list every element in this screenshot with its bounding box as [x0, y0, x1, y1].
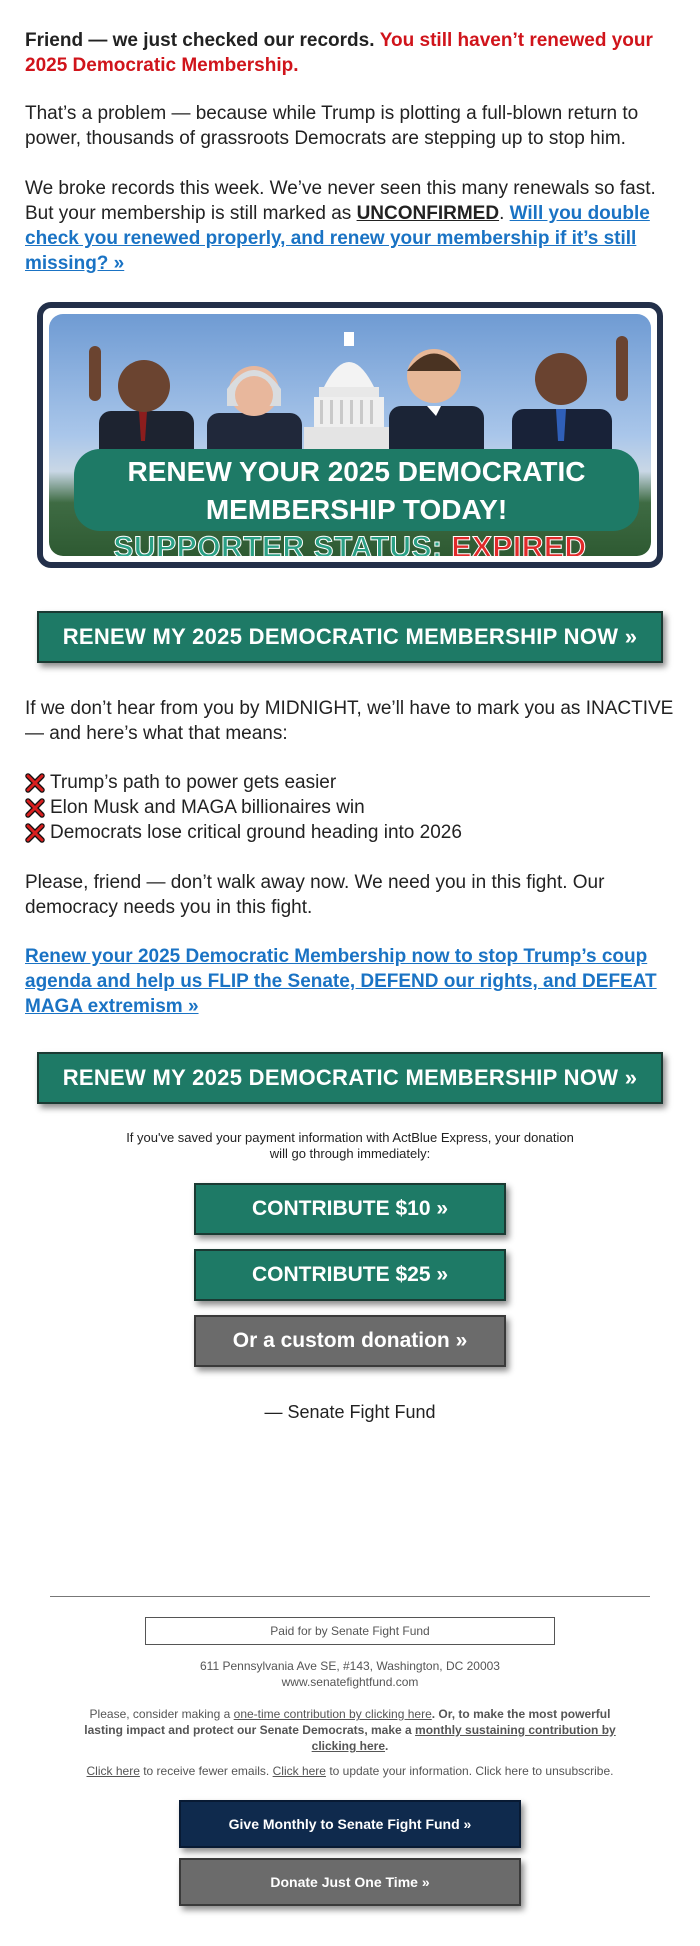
intro-friend: Friend — we just checked our records.	[25, 30, 375, 51]
red-x-icon	[25, 773, 45, 793]
footer-consider	[70, 1706, 630, 1754]
hero-banner[interactable]	[37, 302, 663, 568]
consider-mid: . Or, to make the most powerful lasting impact and protect our Senate Democrats, make a	[84, 1707, 611, 1737]
paragraph-3-lead: We broke records this week. We’ve never seen this many renewals so fast. But your membership is still marked as	[25, 178, 656, 224]
footer-address	[0, 1658, 700, 1690]
double-check-link[interactable]: Will you double check you renewed properly, and renew your membership if it’s still missing? »	[25, 203, 650, 274]
paragraph-6	[25, 944, 675, 1019]
list-item	[25, 770, 675, 795]
red-x-icon	[25, 798, 45, 818]
list-item	[25, 795, 675, 820]
actblue-express-note-line-1: If you've saved your payment information with ActBlue Express, your donation	[126, 1130, 574, 1145]
donate-one-time-button[interactable]: Donate Just One Time »	[179, 1858, 521, 1906]
intro-alert: You still haven’t renewed your 2025 Democratic Membership.	[25, 30, 653, 76]
give-monthly-button[interactable]: Give Monthly to Senate Fight Fund »	[179, 1800, 521, 1848]
fewer-emails-text: to receive fewer emails.	[143, 1764, 270, 1778]
custom-donation-button[interactable]: Or a custom donation »	[194, 1315, 506, 1367]
supporter-status	[49, 531, 651, 556]
person-3-image	[379, 326, 489, 461]
paragraph-3-period: .	[499, 203, 505, 224]
consequence-list	[25, 770, 675, 845]
actblue-express-note	[0, 1130, 700, 1162]
consequence-text: Trump’s path to power gets easier	[50, 772, 337, 793]
red-x-icon	[25, 823, 45, 843]
actblue-express-note-line-2: will go through immediately:	[269, 1146, 431, 1161]
renew-membership-button-2[interactable]: RENEW MY 2025 DEMOCRATIC MEMBERSHIP NOW »	[37, 1052, 663, 1104]
consider-prefix: Please, consider making a	[89, 1707, 231, 1721]
fewer-emails-link[interactable]: Click here	[86, 1764, 140, 1778]
monthly-contribution-link[interactable]: monthly sustaining contribution by clicking here	[311, 1723, 616, 1753]
supporter-status-value: EXPIRED	[451, 531, 587, 556]
status-unconfirmed: UNCONFIRMED	[356, 203, 500, 224]
paid-for-box: Paid for by Senate Fight Fund	[145, 1617, 555, 1645]
renew-stop-coup-link[interactable]: Renew your 2025 Democratic Membership now to stop Trump’s coup agenda and help us FLIP the Senate, DEFEND our rights, and DEFEAT MAGA extremism »	[25, 946, 657, 1017]
signature: — Senate Fight Fund	[264, 1402, 436, 1422]
renew-membership-button-1[interactable]: RENEW MY 2025 DEMOCRATIC MEMBERSHIP NOW »	[37, 611, 663, 663]
intro-paragraph	[25, 28, 675, 78]
consider-end: .	[385, 1739, 389, 1753]
address-line: 611 Pennsylvania Ave SE, #143, Washington, DC 20003	[200, 1659, 500, 1673]
paragraph-4: If we don’t hear from you by MIDNIGHT, we’ll have to mark you as INACTIVE — and here’s what that means:	[25, 698, 674, 744]
update-info-text: to update your information. Click here to unsubscribe.	[329, 1764, 614, 1778]
contribute-25-button[interactable]: CONTRIBUTE $25 »	[194, 1249, 506, 1301]
update-info-link[interactable]: Click here	[272, 1764, 326, 1778]
contribute-10-button[interactable]: CONTRIBUTE $10 »	[194, 1183, 506, 1235]
list-item	[25, 820, 675, 845]
person-4-image	[504, 331, 634, 461]
person-2-image	[199, 351, 309, 461]
consequence-text: Democrats lose critical ground heading into 2026	[50, 822, 462, 843]
person-1-image	[89, 341, 199, 461]
footer-divider	[50, 1596, 650, 1597]
paragraph-5: Please, friend — don’t walk away now. We need you in this fight. Our democracy needs you in this fight.	[25, 872, 605, 918]
website-line: www.senatefightfund.com	[281, 1675, 419, 1689]
one-time-contribution-link[interactable]: one-time contribution by clicking here	[233, 1707, 432, 1721]
paragraph-3	[25, 176, 675, 276]
hero-title: RENEW YOUR 2025 DEMOCRATIC MEMBERSHIP TODAY!	[74, 449, 639, 531]
consequence-text: Elon Musk and MAGA billionaires win	[50, 797, 365, 818]
supporter-status-label: SUPPORTER STATUS:	[113, 531, 443, 556]
paragraph-2: That’s a problem — because while Trump is plotting a full-blown return to power, thousands of grassroots Democrats are stepping up to stop him.	[25, 103, 639, 149]
hero-image	[49, 314, 651, 556]
footer-email-prefs	[0, 1763, 700, 1779]
